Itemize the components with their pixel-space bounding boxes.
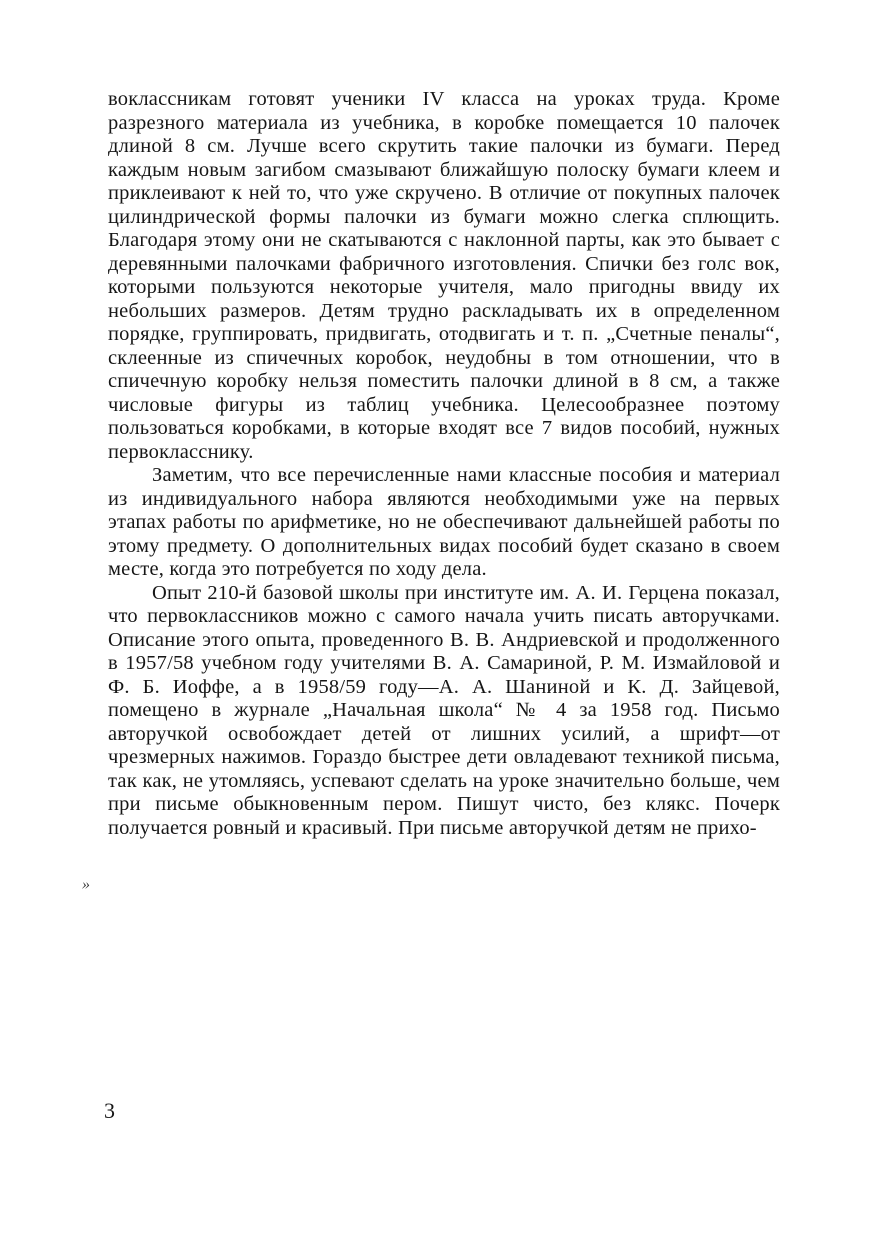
paragraph-3: Опыт 210-й базовой школы при институте им. А. И. Герцена показал, что первоклассников можно с самого начала учить писать авторучками. Описание этого опыта, проведенного В. В. Андриевской и продолженного в 1957/58 учебном году учителями В. А. Самариной, Р. М. Измайловой и Ф. Б. Иоффе, а в 1958/59 году—А. А. Шаниной и К. Д. Зайцевой, помещено в журнале „Начальная школа“ № 4 за 1958 год. Письмо авторучкой освобождает детей от лишних усилий, а шрифт—от чрезмерных нажимов. Гораздо быстрее дети овладевают техникой письма, так как, не утомляясь, успевают сделать на уроке значительно больше, чем при письме обыкновенным пером. Пишут чисто, без клякс. Почерк получается ровный и красивый. При письме авторучкой детям не прихо-: [108, 581, 780, 839]
paragraph-2: Заметим, что все перечисленные нами классные пособия и материал из индивидуального набора являются необходимыми уже на первых этапах работы по арифметике, но не обеспечивают дальнейшей работы по этому предмету. О дополнительных видах пособий будет сказано в своем месте, когда это потребуется по ходу дела.: [108, 464, 780, 580]
margin-mark: »: [82, 876, 90, 893]
page-number: 3: [104, 1098, 115, 1123]
paragraph-1: воклассникам готовят ученики IV класса на уроках труда. Кроме разрезного материала из учебника, в коробке помещается 10 палочек длиной 8 см. Лучше всего скрутить такие палочки из бумаги. Перед каждым новым загибом смазывают ближайшую полоску бумаги клеем и приклеивают к ней то, что уже скручено. В отличие от покупных палочек цилиндрической формы палочки из бумаги можно слегка сплющить. Благодаря этому они не скатываются с наклонной парты, как это бывает с деревянными палочками фабричного изготовления. Спички без голс вок, которыми пользуются некоторые учителя, мало пригодны ввиду их небольших размеров. Детям трудно раскладывать их в определенном порядке, группировать, придвигать, отодвигать и т. п. „Счетные пеналы“, склеенные из спичечных коробок, неудобны в том отношении, что в спичечную коробку нельзя поместить палочки длиной в 8 см, а также числовые фигуры из таблиц учебника. Целесообразнее поэтому пользоваться коробками, в которые входят все 7 видов пособий, нужных первокласснику.: [108, 88, 780, 463]
book-page-text: [108, 88, 780, 840]
